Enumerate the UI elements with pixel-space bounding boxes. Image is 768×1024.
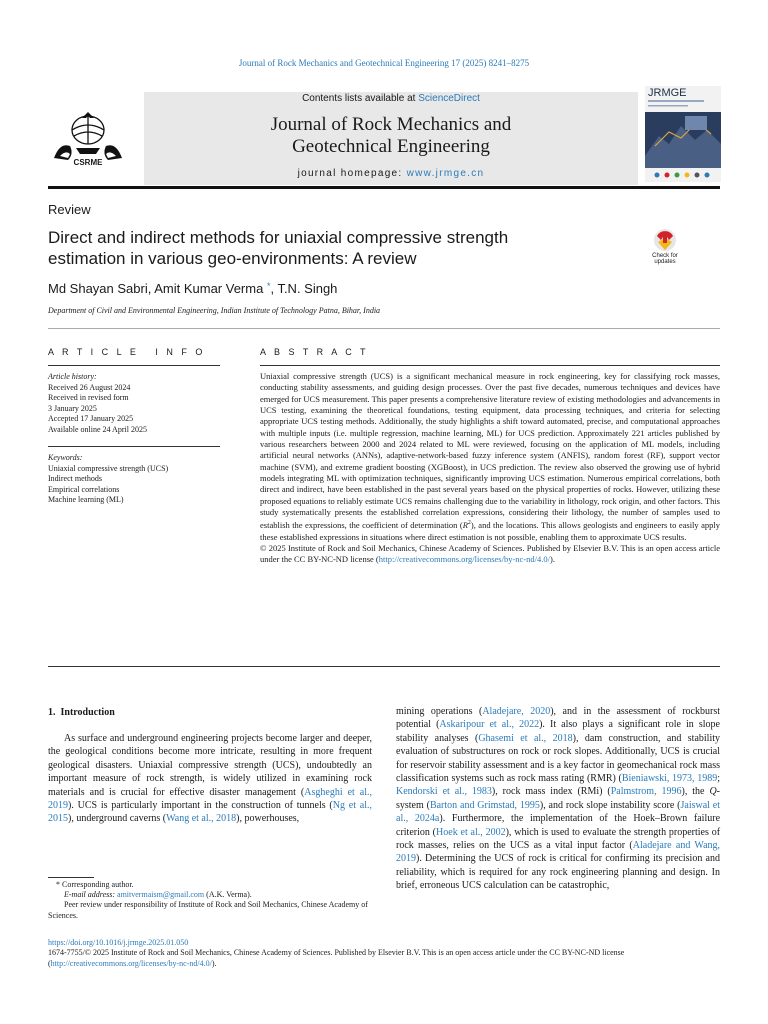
abstract-rule [260,365,720,366]
abstract-license-link[interactable]: http://creativecommons.org/licenses/by-nc-nd/4.0/ [378,554,550,565]
intro-text: Q [709,786,717,798]
journal-title [144,114,638,158]
reference-link[interactable]: Ghasemi et al., 2018 [478,732,573,744]
sciencedirect-link[interactable]: ScienceDirect [418,93,480,104]
copyright-end: ). [549,554,555,565]
journal-cover-image[interactable] [645,86,721,182]
history-item: Received 26 August 2024 [48,382,131,392]
keywords-label: Keywords: [48,453,83,462]
footnotes [48,880,372,921]
reference-link[interactable]: Kendorski et al., 1983 [396,786,492,798]
article-history [48,372,220,435]
footnote-rule [48,877,94,878]
homepage-prefix: journal homepage: [297,168,407,179]
reference-link[interactable]: Asgheghi et al., 2019 [48,786,372,812]
reference-link[interactable]: Bieniawski, 1973, 1989 [621,773,718,785]
abstract-body [260,371,720,566]
intro-paragraph [48,732,372,826]
intro-text: ). Determining the UCS of rock is critical for confirming its precision and reliability, which is required for any rock engineering planning and design. In brief, erroneous UCS calculation can be catastrophic, [396,853,720,892]
intro-right-column [396,705,720,893]
intro-text: ), rock mass index (RMi) ( [491,786,611,798]
copyright-text: © 2025 Institute of Rock and Soil Mechanics, Chinese Academy of Sciences. Published by Elsevier B.V. This is an open access article under the CC BY-NC-ND license ( [260,542,720,565]
keyword-item: Indirect methods [48,474,102,483]
corresponding-author-note: * Corresponding author. [56,880,134,889]
check-for-updates-button[interactable] [645,228,685,268]
reference-link[interactable]: Aladejare and Wang, 2019 [396,840,721,865]
author-affiliation: Department of Civil and Environmental Engineering, Indian Institute of Technology Patna, Bihar, India [48,306,381,315]
issn-end: ). [211,958,217,968]
reference-link[interactable]: Jaiswal et al., 2024a [396,799,720,825]
issn-text: 1674-7755/© 2025 Institute of Rock and Soil Mechanics, Chinese Academy of Sciences. Published by Elsevier B.V. This is an open access article under the CC BY-NC-ND license ( [48,948,625,968]
email-suffix: (A.K. Verma). [204,890,252,900]
csrme-logo-icon [46,108,130,172]
intro-text: ), and in the assessment of rockburst potential ( [396,706,720,731]
keywords [48,453,220,506]
article-info-rule [48,365,220,366]
cover-label: JRMGE [648,87,687,99]
journal-title-line2: Geotechnical Engineering [292,136,490,157]
history-label: Article history: [48,372,97,381]
article-section-label: Review [48,202,91,217]
intro-text: ), and rock slope instability score ( [539,799,681,811]
journal-citation[interactable]: Journal of Rock Mechanics and Geotechnical Engineering 17 (2025) 8241–8275 [238,58,530,68]
article-title-line1: Direct and indirect methods for uniaxial compressive strength [48,228,509,247]
intro-text: -system ( [396,786,721,811]
intro-text: ), powerhouses, [236,813,300,825]
abstract-text-part1: Uniaxial compressive strength (UCS) is a significant mechanical measure in rock engineering, key for classifying rock masses, conducting stability assessments, and guiding design processes. Over the past five decades, numerous techniques and devices have emerged for UCS measurement. This paper presents a comprehensive literature review of existing methodologies and advancements in UCS testing, examining the theoretical foundations, testing equipment, data processing techniques, and criteria for selecting appropriate UCS testing methods. Additionally, the study highlights a shift toward automated, precise, and computational approaches with multiple inputs (i.e. multiple regression, machine learning, ML) for UCS prediction. Approximately 221 articles published by various researchers between 2000 and 2024 related to ML were reviewed, focusing on the application of ML models, including artificial neural networks (ANNs), adaptive-network-based fuzzy inference system (ANFIS), random forest (RF), support vector machine (SVM), and extreme gradient boosting (XGBoost), in UCS prediction. The review also observed the growing use of hybrid models integrating ML with optimization techniques, significantly improving UCS estimation. Numerous empirical correlations, both direct and indirect, have been established in the past several years based on the physical properties of rocks. However, utilizing these proposed equations to reliably estimate UCS remains challenging due to the variability in lithology, rock origin, and other factors. This study systematically presents the established correlation expressions, considering their lithology, the number of samples used to establish the expressions, the coefficient of determination ( [260,371,720,531]
reference-link[interactable]: Hoek et al., 2002 [436,826,506,838]
corresponding-author-mark[interactable]: * [266,281,271,291]
header-divider [48,186,720,189]
intro-text: mining operations ( [396,706,483,717]
article-title-line2: estimation in various geo-environments: A review [48,249,417,268]
doi-block [48,938,720,969]
reference-link[interactable]: Barton and Grimstad, 1995 [429,799,540,811]
issn-line [48,948,720,969]
reference-link[interactable]: Wang et al., 2018 [166,813,237,825]
intro-text: ). UCS is particularly important in the construction of tunnels ( [68,800,333,812]
keyword-item: Uniaxial compressive strength (UCS) [48,463,169,473]
r-squared-power: 2 [467,520,471,527]
intro-text: ), which is used to evaluate the strength properties of rock masses, relies on the UCS as a vital input factor ( [396,826,721,852]
history-item: 3 January 2025 [48,403,97,413]
intro-text: ), the [681,786,710,798]
history-item: Accepted 17 January 2025 [48,414,134,423]
csrme-logo-text: CSRME [73,158,103,167]
intro-text: ). It also plays a significant role in slope stability analyses ( [396,719,720,744]
contents-line [144,93,638,104]
intro-text: ), underground caverns ( [68,813,167,825]
doi-link[interactable]: https://doi.org/10.1016/j.jrmge.2025.01.050 [48,938,189,947]
abstract-bottom-rule [48,666,720,667]
journal-title-line1: Journal of Rock Mechanics and [270,114,512,135]
intro-text: As surface and underground engineering projects become larger and deeper, the geological conditions become more intricate, resulting in more frequent geological disasters. Uniaxial compressive strength (UCS), undoubtedly an important measure of rock strength, is widely utilized in examining rock materials and is crucial for effective disaster management ( [48,733,372,798]
intro-paragraph-continued [396,705,720,893]
authors-part2: , T.N. Singh [270,281,338,296]
contents-prefix: Contents lists available at [302,93,419,104]
article-info-heading: A R T I C L E I N F O [48,347,206,357]
abstract-text [260,371,720,543]
reference-link[interactable]: Ng et al., 2015 [48,800,372,825]
email-note [48,890,372,900]
keyword-item: Machine learning (ML) [48,495,124,504]
heading-divider [48,328,720,329]
check-updates-line1: Check for [652,253,678,259]
abstract-text-part2: ), and the locations. This allows geologists and engineers to easily apply these established expressions in situations where direct estimation is not possible, enabling them to approximate UCS results. [260,520,720,542]
introduction-heading: 1. Introduction [48,707,115,718]
abstract-heading: A B S T R A C T [260,347,369,357]
check-updates-line2: updates [654,259,676,265]
crossmark-icon [645,228,685,254]
reference-link[interactable]: Aladejare, 2020 [482,706,551,717]
author-email-link[interactable]: amitvermaism@gmail.com [117,890,205,900]
peer-review-note: Peer review under responsibility of Institute of Rock and Soil Mechanics, Chinese Academy of Sciences. [48,900,368,920]
authors-part1: Md Shayan Sabri, Amit Kumar Verma [48,281,267,296]
homepage-link[interactable]: www.jrmge.cn [406,168,485,179]
intro-text: ), dam construction, and stability evaluation of substructures on rock or rock slopes. Additionally, UCS is crucial for reservoir stability assessment and is a key factor in geomechanical rock mass classification systems such as rock mass rating (RMR) ( [396,732,720,785]
email-label: E-mail address: [64,890,118,900]
history-rule [48,446,220,447]
cover-art-icon [645,86,721,182]
reference-link[interactable]: Askaripour et al., 2022 [439,719,540,731]
reference-link[interactable]: Palmstrom, 1996 [610,786,682,798]
keyword-item: Empirical correlations [48,484,120,494]
intro-text: ). Furthermore, the implementation of the Hoek–Brown failure criterion ( [396,813,721,838]
history-item: Received in revised form [48,393,129,402]
intro-left-column [48,732,372,826]
journal-homepage [144,168,638,179]
article-title [48,227,608,269]
author-list [48,281,337,296]
history-item: Available online 24 April 2025 [48,424,147,434]
r-squared-symbol: R [462,520,468,531]
abstract-copyright [260,543,720,566]
doi-license-link[interactable]: http://creativecommons.org/licenses/by-nc-nd/4.0/ [50,958,212,968]
intro-text: ; [717,773,720,785]
